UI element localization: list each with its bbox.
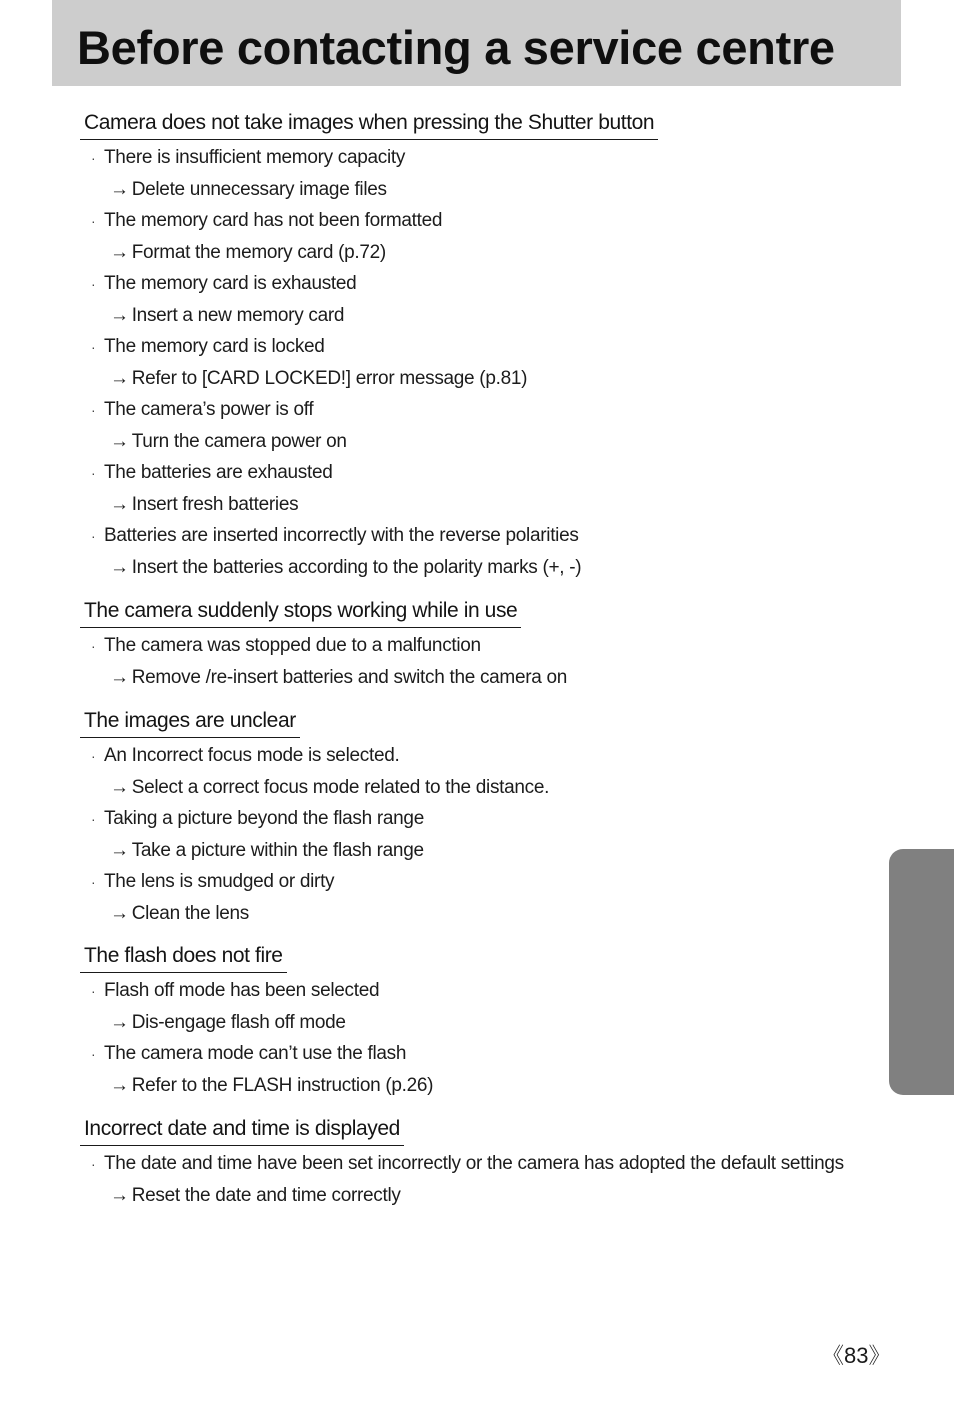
- section-unclear-images: [80, 707, 549, 929]
- page-number: 《83》: [822, 1343, 891, 1368]
- bullet-icon: ·: [91, 1046, 96, 1062]
- bullet-icon: ·: [91, 874, 96, 890]
- cause-item: · Batteries are inserted incorrectly with the reverse polarities: [80, 520, 658, 552]
- arrow-right-icon: →: [110, 241, 129, 263]
- arrow-right-icon: →: [110, 430, 129, 452]
- cause-item: · The date and time have been set incorrectly or the camera has adopted the default settings: [80, 1148, 844, 1180]
- cause-item: · The camera mode can’t use the flash: [80, 1038, 433, 1070]
- arrow-right-icon: →: [110, 666, 129, 688]
- cause-item: · Taking a picture beyond the flash range: [80, 803, 549, 835]
- arrow-right-icon: →: [110, 367, 129, 389]
- remedy-item: → Remove /re-insert batteries and switch the camera on: [80, 662, 567, 694]
- remedy-item: → Select a correct focus mode related to the distance.: [80, 772, 549, 804]
- arrow-right-icon: →: [110, 1011, 129, 1033]
- section-heading: Camera does not take images when pressing the Shutter button: [80, 109, 658, 140]
- section-heading: The flash does not fire: [80, 942, 287, 973]
- section-flash: [80, 942, 433, 1101]
- arrow-right-icon: →: [110, 1074, 129, 1096]
- bullet-icon: ·: [91, 638, 96, 654]
- arrow-right-icon: →: [110, 556, 129, 578]
- side-tab: [889, 849, 954, 1095]
- arrow-right-icon: →: [110, 178, 129, 200]
- title-bar: [52, 0, 901, 86]
- remedy-item: → Insert fresh batteries: [80, 489, 658, 521]
- arrow-right-icon: →: [110, 1184, 129, 1206]
- arrow-right-icon: →: [110, 304, 129, 326]
- remedy-item: → Reset the date and time correctly: [80, 1180, 844, 1212]
- cause-item: · The memory card is exhausted: [80, 268, 658, 300]
- remedy-item: → Insert a new memory card: [80, 300, 658, 332]
- cause-item: · The memory card has not been formatted: [80, 205, 658, 237]
- bullet-icon: ·: [91, 339, 96, 355]
- page-title: Before contacting a service centre: [77, 21, 835, 74]
- bullet-icon: ·: [91, 528, 96, 544]
- bullet-icon: ·: [91, 465, 96, 481]
- arrow-right-icon: →: [110, 839, 129, 861]
- remedy-item: → Dis-engage flash off mode: [80, 1007, 433, 1039]
- remedy-item: → Format the memory card (p.72): [80, 237, 658, 269]
- cause-item: · The memory card is locked: [80, 331, 658, 363]
- arrow-right-icon: →: [110, 902, 129, 924]
- bullet-icon: ·: [91, 748, 96, 764]
- section-date-time: [80, 1115, 844, 1211]
- cause-item: · There is insufficient memory capacity: [80, 142, 658, 174]
- remedy-item: → Turn the camera power on: [80, 426, 658, 458]
- bullet-icon: ·: [91, 213, 96, 229]
- bullet-icon: ·: [91, 811, 96, 827]
- section-heading: Incorrect date and time is displayed: [80, 1115, 404, 1146]
- section-heading: The images are unclear: [80, 707, 300, 738]
- bullet-icon: ·: [91, 276, 96, 292]
- bullet-icon: ·: [91, 402, 96, 418]
- remedy-item: → Delete unnecessary image files: [80, 174, 658, 206]
- cause-item: · Flash off mode has been selected: [80, 975, 433, 1007]
- cause-item: · The batteries are exhausted: [80, 457, 658, 489]
- section-shutter: [80, 109, 658, 583]
- bullet-icon: ·: [91, 983, 96, 999]
- remedy-item: → Refer to the FLASH instruction (p.26): [80, 1070, 433, 1102]
- cause-item: · The camera’s power is off: [80, 394, 658, 426]
- bullet-icon: ·: [91, 1156, 96, 1172]
- remedy-item: → Refer to [CARD LOCKED!] error message (p.81): [80, 363, 658, 395]
- section-heading: The camera suddenly stops working while in use: [80, 597, 521, 628]
- cause-item: · The lens is smudged or dirty: [80, 866, 549, 898]
- cause-item: · The camera was stopped due to a malfunction: [80, 630, 567, 662]
- remedy-item: → Clean the lens: [80, 898, 549, 930]
- bullet-icon: ·: [91, 150, 96, 166]
- cause-item: · An Incorrect focus mode is selected.: [80, 740, 549, 772]
- arrow-right-icon: →: [110, 493, 129, 515]
- section-stops-working: [80, 597, 567, 693]
- remedy-item: → Insert the batteries according to the polarity marks (+, -): [80, 552, 658, 584]
- remedy-item: → Take a picture within the flash range: [80, 835, 549, 867]
- arrow-right-icon: →: [110, 776, 129, 798]
